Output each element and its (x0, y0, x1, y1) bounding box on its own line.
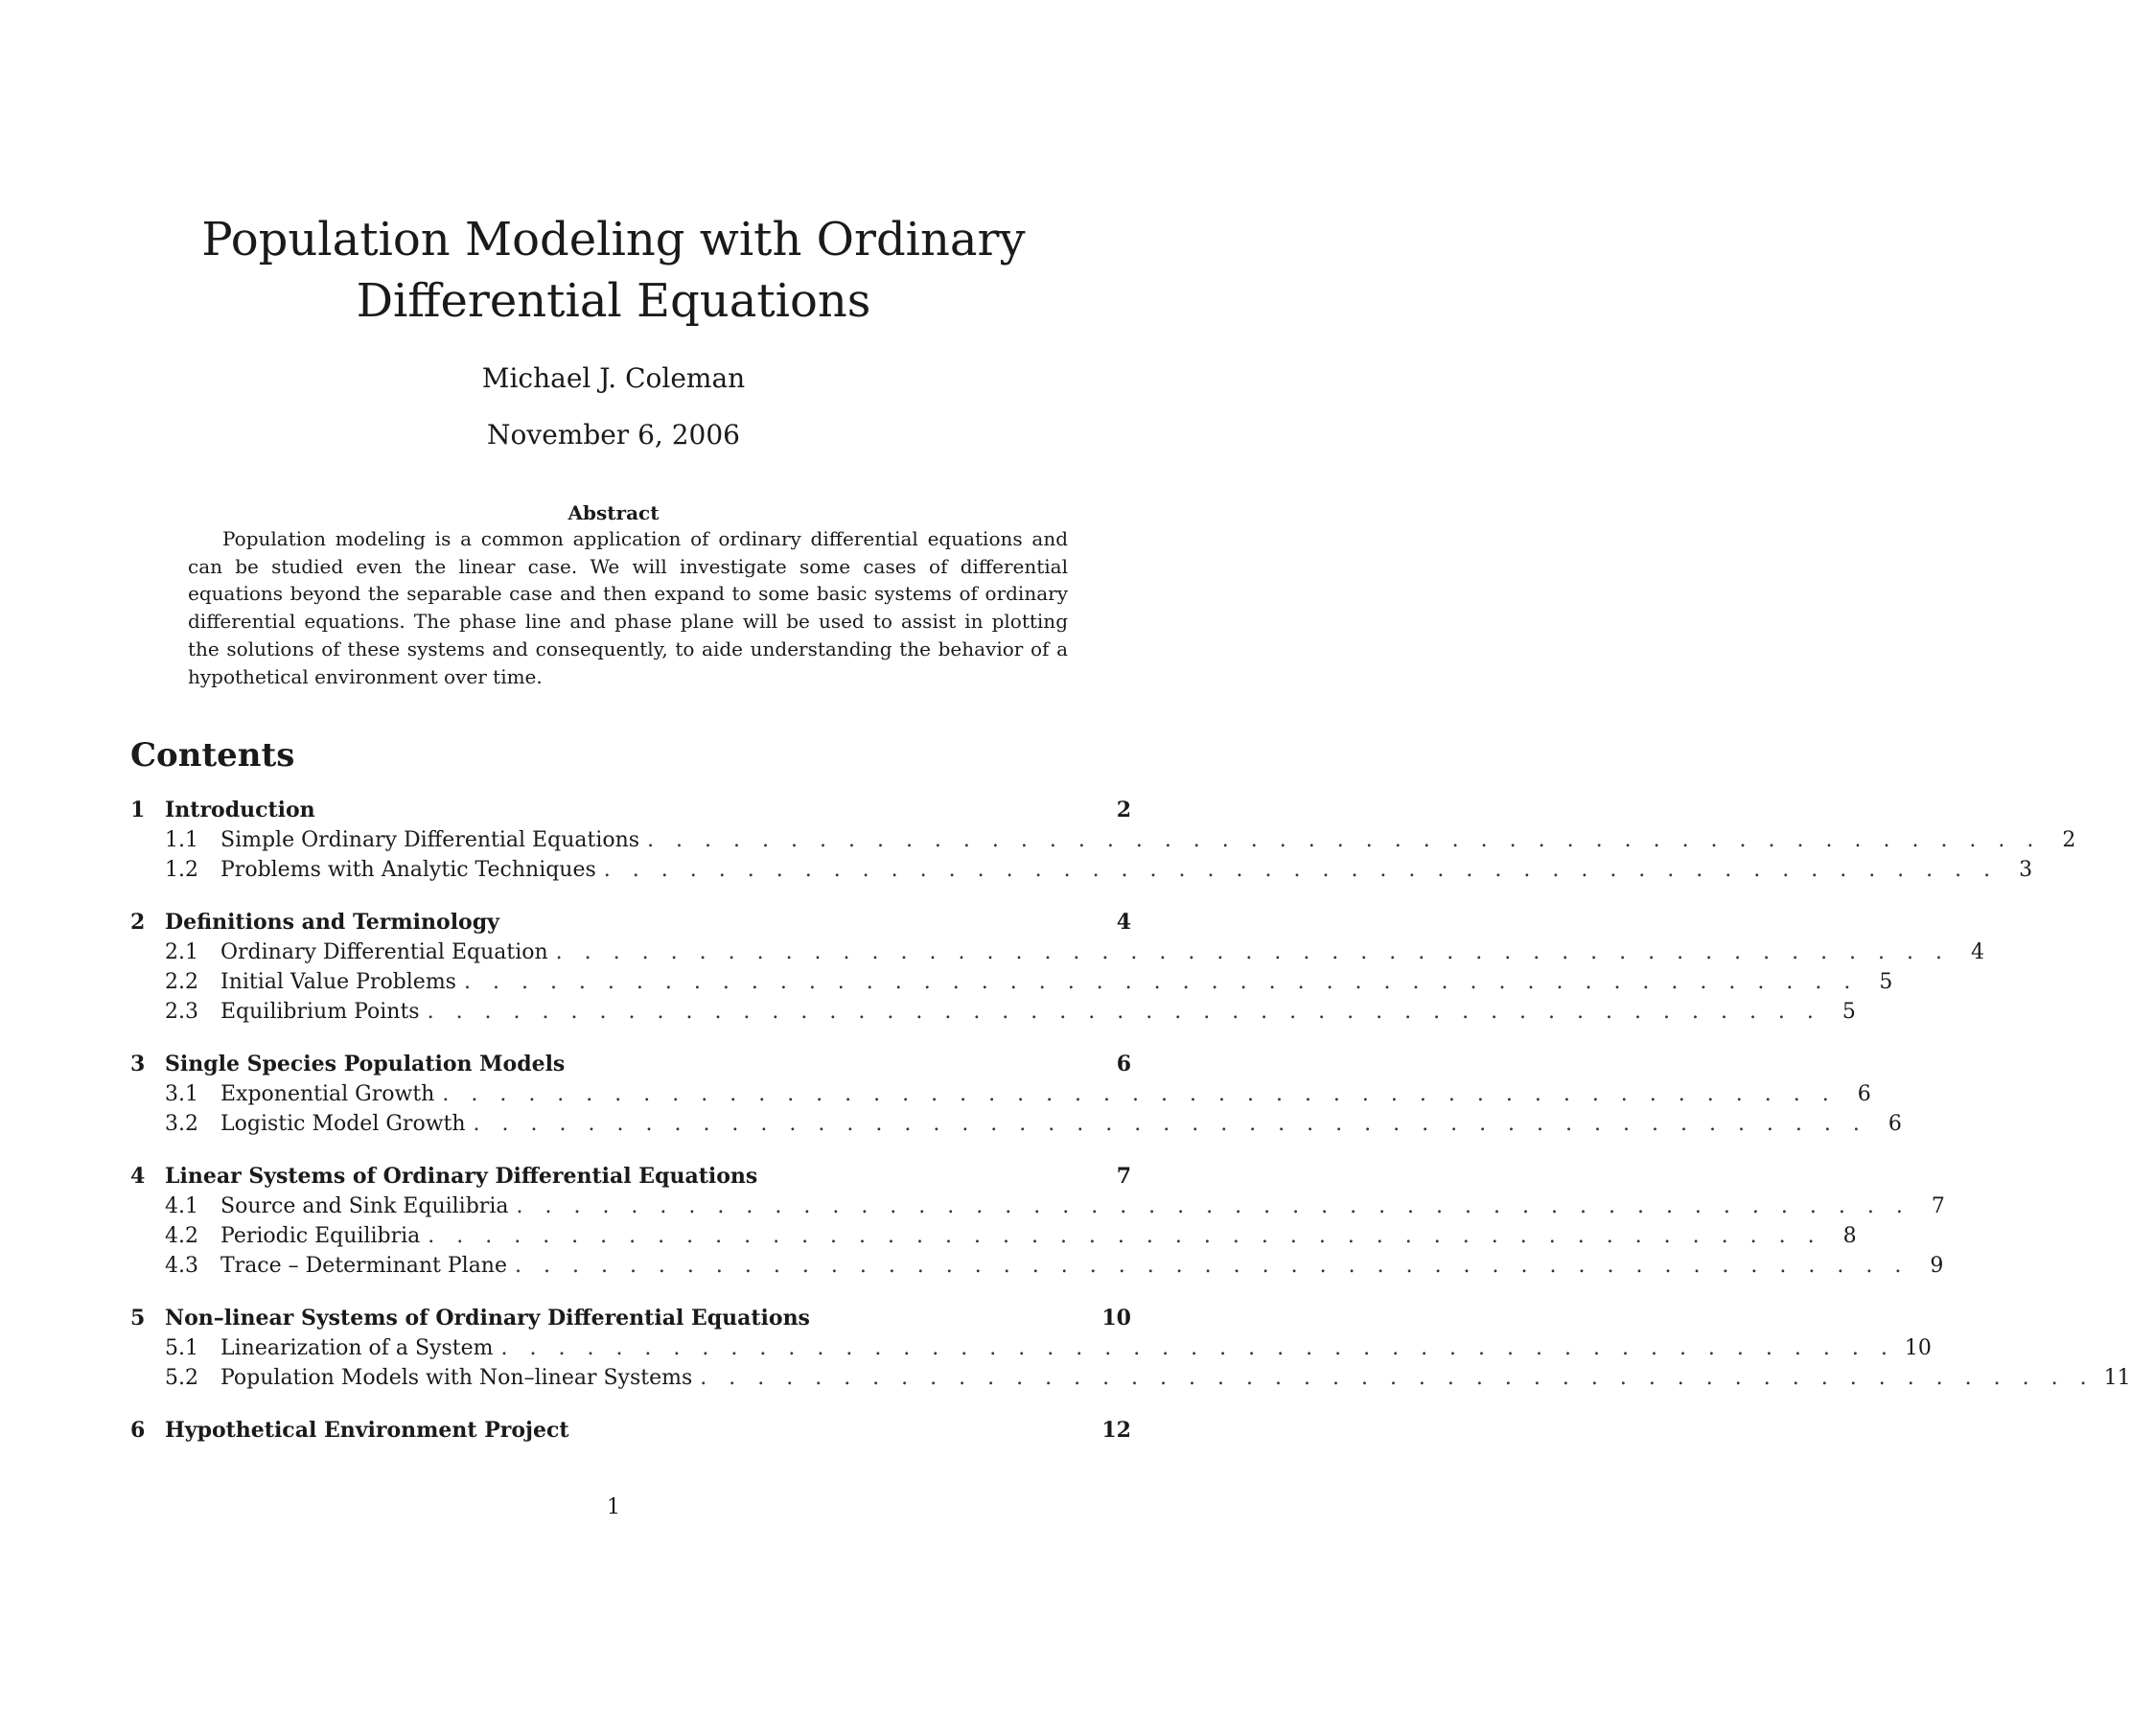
toc-subsection-title: Trace – Determinant Plane (220, 1254, 507, 1278)
toc-subsection-page: 11 (2103, 1366, 2131, 1390)
toc-dot-leader: . . . . . . . . . . . . . . . . . . . . . . . . . . . . . . . . . . . . . . . . . . . . . . . . . (463, 970, 1859, 994)
toc-section (130, 908, 1985, 1027)
toc-subsection-title: Linearization of a System (220, 1336, 494, 1360)
paper-title: Population Modeling with Ordinary Differential Equations (201, 213, 1026, 328)
toc-subsection-number: 2.1 (165, 940, 198, 964)
toc-subsection-title: Initial Value Problems (220, 970, 456, 994)
toc-section-entry[interactable] (130, 1162, 1131, 1192)
toc-section-title: Introduction (165, 798, 315, 822)
toc-subsection-title: Ordinary Differential Equation (220, 940, 548, 964)
toc-section-page: 2 (1116, 798, 1131, 822)
toc-section-entry[interactable] (130, 796, 1131, 825)
toc-subsection-title: Source and Sink Equilibria (220, 1194, 509, 1218)
toc-section-number: 1 (130, 798, 146, 822)
toc-subsection-number: 4.2 (165, 1224, 198, 1248)
toc-dot-leader: . . . . . . . . . . . . . . . . . . . . . . . . . . . . . . . . . . . . . . . . . . . . . . . . . (427, 1000, 1821, 1024)
toc-subsection-number: 1.1 (165, 828, 198, 852)
toc-section-entry[interactable] (130, 1304, 1131, 1333)
contents-heading: Contents (130, 736, 295, 775)
toc-subsection-number: 2.3 (165, 1000, 198, 1024)
abstract-body: Population modeling is a common application of ordinary differential equations and can be studied even the linear case. We will investigate some cases of differential equations beyond the separable case and then expand to some basic systems of ordinary differential equations. The phase line and phase plane will be used to assist in plotting the solutions of these systems and consequently, to aide understanding the behavior of a hypothetical environment over time. (188, 527, 1068, 688)
toc-section-page: 12 (1101, 1418, 1131, 1443)
toc-dot-leader: . . . . . . . . . . . . . . . . . . . . . . . . . . . . . . . . . . . . . . . . . . . . . . . . . (442, 1082, 1837, 1106)
toc-subsection-number: 3.2 (165, 1112, 198, 1136)
toc-subsection-entry[interactable] (130, 1333, 1932, 1363)
toc-subsection-number: 2.2 (165, 970, 198, 994)
toc-section-page: 7 (1116, 1164, 1131, 1189)
toc-subsection-title: Periodic Equilibria (220, 1224, 421, 1248)
toc-subsection-number: 1.2 (165, 858, 198, 882)
toc-subsection-title: Logistic Model Growth (220, 1112, 466, 1136)
toc-subsection-page: 4 (1971, 940, 1985, 964)
toc-section (130, 1050, 1902, 1139)
toc-subsection-page: 3 (2019, 858, 2033, 882)
toc-section-title: Definitions and Terminology (165, 910, 499, 935)
toc-section-page: 6 (1116, 1052, 1131, 1076)
toc-subsection-title: Equilibrium Points (220, 1000, 420, 1024)
toc-subsection-page: 6 (1888, 1112, 1902, 1136)
publication-date: November 6, 2006 (487, 419, 740, 451)
toc-section (130, 1162, 1945, 1281)
toc-section-number: 4 (130, 1164, 146, 1189)
toc-section (130, 1416, 1131, 1446)
toc-section-entry[interactable] (130, 1416, 1131, 1446)
toc-subsection-entry[interactable] (130, 997, 1856, 1027)
author-name: Michael J. Coleman (481, 362, 746, 394)
toc-subsection-page: 5 (1841, 1000, 1856, 1024)
toc-section-title: Linear Systems of Ordinary Differential Equations (165, 1164, 758, 1189)
toc-subsection-entry[interactable] (130, 967, 1893, 997)
toc-subsection-page: 6 (1857, 1082, 1871, 1106)
toc-dot-leader: . . . . . . . . . . . . . . . . . . . . . . . . . . . . . . . . . . . . . . . . . . . . . . . . . (700, 1366, 2095, 1390)
toc-subsection-entry[interactable] (130, 855, 2033, 885)
toc-section-page: 10 (1101, 1306, 1131, 1331)
toc-section-title: Single Species Population Models (165, 1052, 566, 1076)
toc-section-entry[interactable] (130, 1050, 1131, 1079)
toc-section-entry[interactable] (130, 908, 1131, 937)
toc-subsection-title: Simple Ordinary Differential Equations (220, 828, 640, 852)
toc-section-page: 4 (1116, 910, 1131, 935)
toc-dot-leader: . . . . . . . . . . . . . . . . . . . . . . . . . . . . . . . . . . . . . . . . . . . . . . . . . (428, 1224, 1822, 1248)
toc-dot-leader: . . . . . . . . . . . . . . . . . . . . . . . . . . . . . . . . . . . . . . . . . . . . . . . . . (555, 940, 1951, 964)
toc-section-number: 5 (130, 1306, 146, 1331)
toc-section-number: 3 (130, 1052, 146, 1076)
toc-subsection-entry[interactable] (130, 1192, 1945, 1221)
toc-dot-leader: . . . . . . . . . . . . . . . . . . . . . . . . . . . . . . . . . . . . . . . . . . . . . . . . . (516, 1194, 1911, 1218)
toc-section-title: Hypothetical Environment Project (165, 1418, 569, 1443)
toc-dot-leader: . . . . . . . . . . . . . . . . . . . . . . . . . . . . . . . . . . . . . . . . . . . . . . . . . (647, 828, 2042, 852)
toc-dot-leader: . . . . . . . . . . . . . . . . . . . . . . . . . . . . . . . . . . . . . . . . . . . . . . . . . (473, 1112, 1867, 1136)
toc-section-title: Non–linear Systems of Ordinary Differential Equations (165, 1306, 810, 1331)
toc-section-number: 6 (130, 1418, 146, 1443)
toc-subsection-number: 3.1 (165, 1082, 198, 1106)
toc-subsection-page: 2 (2062, 828, 2076, 852)
toc-subsection-number: 4.3 (165, 1254, 198, 1278)
table-of-contents (130, 796, 2131, 1469)
toc-subsection-number: 4.1 (165, 1194, 198, 1218)
toc-section-number: 2 (130, 910, 146, 935)
toc-subsection-entry[interactable] (130, 937, 1985, 967)
toc-subsection-entry[interactable] (130, 1109, 1902, 1139)
toc-subsection-entry[interactable] (130, 1363, 2131, 1393)
toc-subsection-page: 8 (1842, 1224, 1857, 1248)
toc-subsection-title: Problems with Analytic Techniques (220, 858, 596, 882)
toc-subsection-number: 5.2 (165, 1366, 198, 1390)
toc-subsection-title: Exponential Growth (220, 1082, 435, 1106)
toc-subsection-entry[interactable] (130, 1079, 1871, 1109)
toc-subsection-number: 5.1 (165, 1336, 198, 1360)
toc-subsection-page: 7 (1931, 1194, 1945, 1218)
toc-subsection-entry[interactable] (130, 1221, 1857, 1251)
toc-subsection-entry[interactable] (130, 1251, 1944, 1281)
toc-dot-leader: . . . . . . . . . . . . . . . . . . . . . . . . . . . . . . . . . . . . . . . . . . . . . . . . . (500, 1336, 1895, 1360)
page-number: 1 (607, 1495, 620, 1519)
toc-subsection-page: 9 (1930, 1254, 1944, 1278)
toc-subsection-title: Population Models with Non–linear Systems (220, 1366, 693, 1390)
abstract-heading: Abstract (567, 501, 660, 524)
toc-section (130, 796, 2076, 885)
toc-dot-leader: . . . . . . . . . . . . . . . . . . . . . . . . . . . . . . . . . . . . . . . . . . . . . . . . . (515, 1254, 1910, 1278)
toc-subsection-page: 5 (1879, 970, 1893, 994)
toc-subsection-entry[interactable] (130, 825, 2076, 855)
toc-subsection-page: 10 (1904, 1336, 1932, 1360)
toc-section (130, 1304, 2131, 1393)
toc-dot-leader: . . . . . . . . . . . . . . . . . . . . . . . . . . . . . . . . . . . . . . . . . . . . . . . . . (603, 858, 1999, 882)
